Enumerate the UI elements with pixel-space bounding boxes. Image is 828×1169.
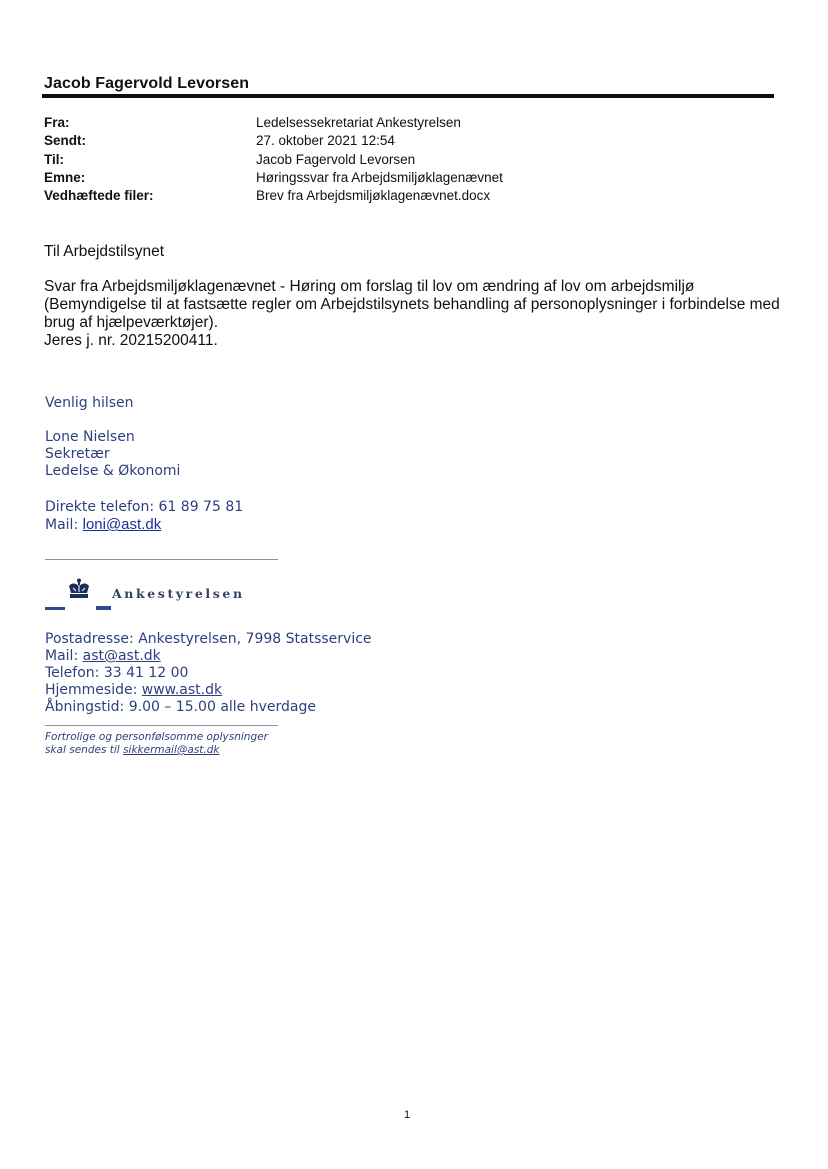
crown-logo-icon (67, 578, 91, 600)
confidentiality-note (45, 731, 268, 757)
from-label: Fra: (44, 115, 70, 130)
document-owner-name: Jacob Fagervold Levorsen (44, 75, 250, 92)
reference-number: Jeres j. nr. 20215200411. (44, 332, 218, 349)
attachments-label: Vedhæftede filer: (44, 188, 154, 203)
signature-block (45, 429, 180, 480)
message-paragraph: Svar fra Arbejdsmiljøklagenævnet - Høring om forslag til lov om ændring af lov om arbejdsmiljø (Bemyndigelse til at fastsætte regler om Arbejdstilsynets behandling af personoplysninger i forbindelse med brug af hjælpeværktøjer). (44, 278, 780, 331)
subject-label: Emne: (44, 170, 86, 185)
attachment-file-name[interactable]: Brev fra Arbejdsmiljøklagenævnet.docx (256, 188, 491, 203)
logo-bar-left (45, 607, 65, 610)
to-label: Til: (44, 152, 64, 167)
header-rule (42, 94, 774, 98)
website-link[interactable]: www.ast.dk (141, 682, 223, 698)
subject-value: Høringssvar fra Arbejdsmiljøklagenævnet (256, 170, 503, 185)
to-value: Jacob Fagervold Levorsen (256, 152, 416, 167)
signature-department: Ledelse & Økonomi (45, 463, 181, 479)
confidentiality-prefix: skal sendes til (45, 744, 124, 756)
closing: Venlig hilsen (45, 395, 134, 411)
organization-contact (45, 631, 372, 716)
signature-divider (45, 559, 278, 560)
contact-block (45, 499, 243, 534)
website-label: Hjemmeside: (45, 682, 142, 698)
secure-mail-link[interactable]: sikkermail@ast.dk (123, 744, 220, 756)
from-value: Ledelsessekretariat Ankestyrelsen (256, 115, 461, 130)
opening-hours: Åbningstid: 9.00 – 15.00 alle hverdage (45, 699, 316, 715)
sent-label: Sendt: (44, 133, 86, 148)
signature-title: Sekretær (45, 446, 110, 462)
org-phone: Telefon: 33 41 12 00 (45, 665, 189, 681)
direct-phone: Direkte telefon: 61 89 75 81 (45, 499, 244, 515)
signature-name: Lone Nielsen (45, 429, 135, 445)
confidentiality-line-2 (45, 744, 268, 757)
message-body (44, 278, 784, 350)
page-number: 1 (404, 1109, 411, 1121)
greeting: Til Arbejdstilsynet (44, 243, 165, 260)
confidentiality-line-1: Fortrolige og personfølsomme oplysninger (45, 731, 268, 743)
org-mail-link[interactable]: ast@ast.dk (82, 648, 161, 664)
org-mail-line (45, 648, 372, 665)
logo-wordmark: Ankestyrelsen (112, 586, 245, 601)
footer-divider (45, 725, 278, 726)
mail-line (45, 516, 243, 534)
mail-label: Mail: (45, 517, 83, 533)
org-mail-label: Mail: (45, 648, 83, 664)
website-line (45, 682, 372, 699)
sent-value: 27. oktober 2021 12:54 (256, 133, 395, 148)
postal-address: Postadresse: Ankestyrelsen, 7998 Statsservice (45, 631, 372, 647)
logo-bar-right (96, 606, 111, 610)
personal-mail-link[interactable]: loni@ast.dk (82, 516, 162, 533)
